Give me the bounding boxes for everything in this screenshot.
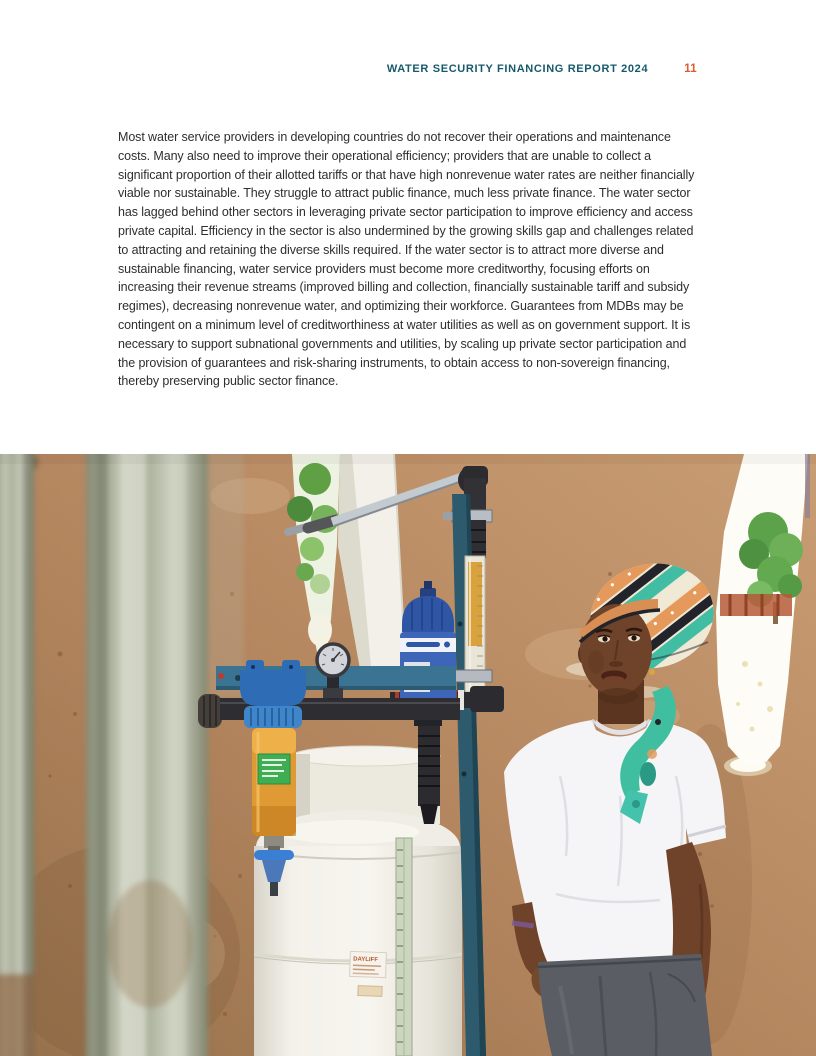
jeans [538, 954, 712, 1056]
tank-label-text: DAYLIFF [353, 956, 379, 964]
body-paragraph: Most water service providers in developing countries do not recover their operations and maintenance costs. Many also need to improve their operational efficiency; providers that are unable to collect a significant proportion of their allotted tariffs or that have high nonrevenue water rates are neither financially viable nor sustainable. They struggle to attract public finance, much less private finance. The water sector has lagged behind other sectors in leveraging private sector participation to improve efficiency and access private capital. Efficiency in the sector is also undermined by the growing skills gap and challenges related to attracting and retaining the diverse skills required. If the water sector is to attract more diverse and sustainable financing, water service providers must become more creditworthy, focusing efforts on increasing their revenue streams (improved billing and collection, financially sustainable tariff and subsidy regimes), decreasing nonrevenue water, and optimizing their workforce. Guarantees from MDBs may be contingent on a minimum level of creditworthiness at water utilities as well as on government support. It is necessary to support subnational governments and utilities, by scaling up private sector participation and the provision of guarantees and risk-sharing instruments, to obtain access to non-sovereign financing, thereby preserving public sector finance. [118, 130, 695, 389]
vignette [0, 454, 816, 464]
cartridge-label [258, 754, 290, 784]
page-number: 11 [684, 63, 697, 75]
photo-illustration [0, 454, 816, 1056]
page-header [0, 63, 697, 75]
fence [720, 594, 792, 616]
filter-cartridge [252, 728, 296, 836]
report-title: WATER SECURITY FINANCING REPORT 2024 [386, 63, 649, 75]
photo-figure [0, 454, 816, 1056]
earring [649, 669, 655, 675]
measuring-ruler [396, 838, 412, 1056]
tank-label [350, 951, 387, 977]
